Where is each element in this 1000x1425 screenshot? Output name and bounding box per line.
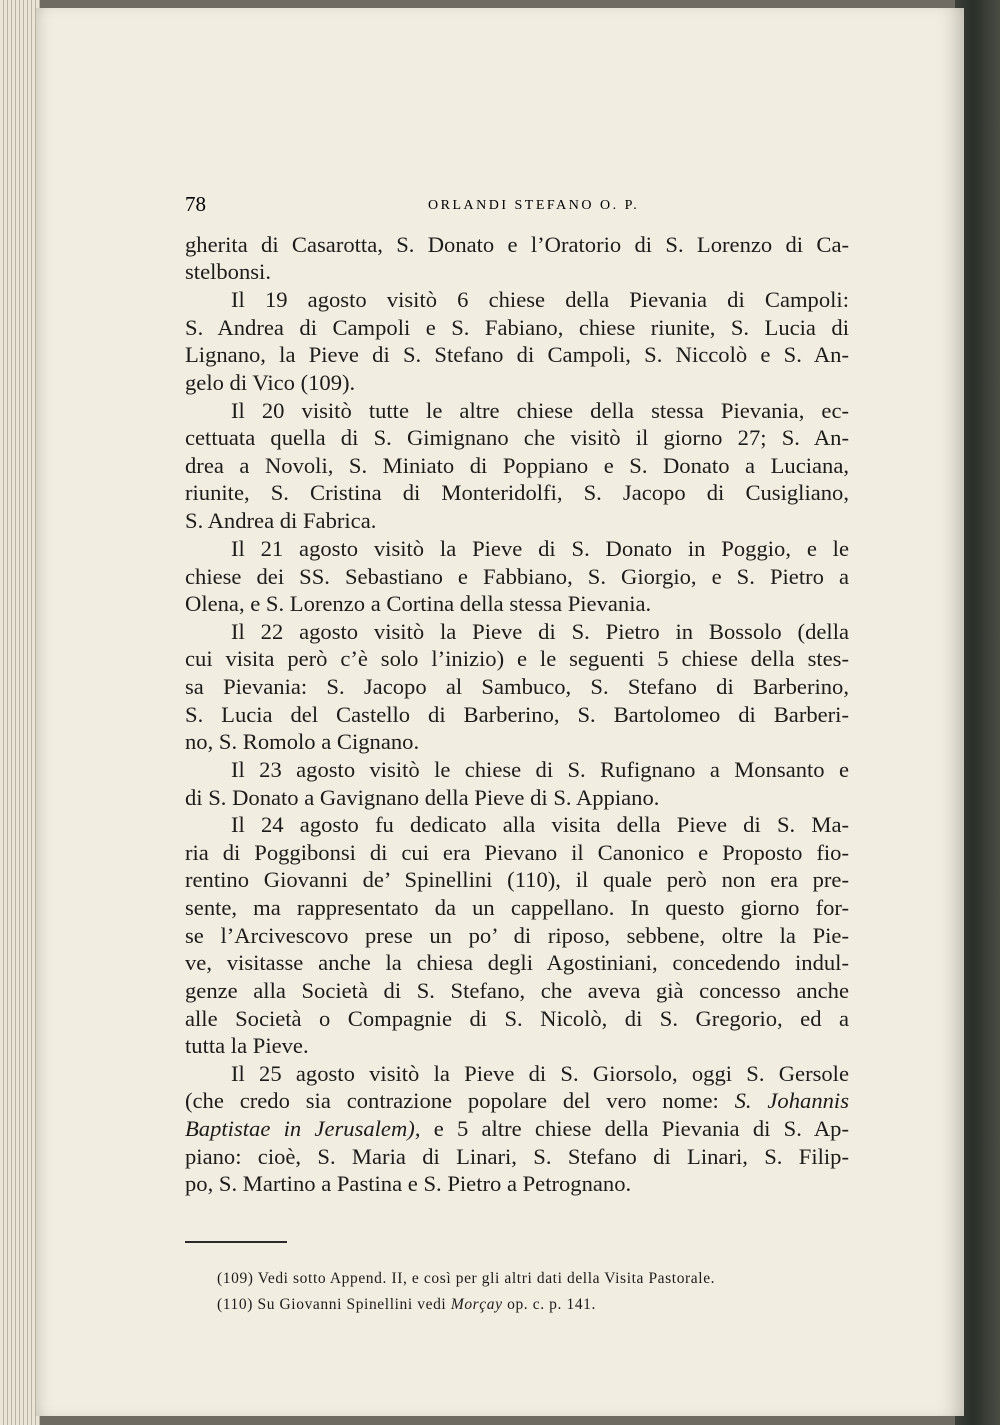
text-line: Baptistae in Jerusalem), e 5 altre chiese della Pievania di S. Ap- [185, 1116, 850, 1141]
text-line: di S. Donato a Gavignano della Pieve di S. Appiano. [185, 785, 660, 810]
text-line: S. Andrea di Fabrica. [185, 508, 377, 533]
text-line: genze alla Società di S. Stefano, che aveva già concesso anche [185, 978, 849, 1003]
text-line: po, S. Martino a Pastina e S. Pietro a Petrognano. [185, 1171, 632, 1196]
text-line: Il 25 agosto visitò la Pieve di S. Giorsolo, oggi S. Gersole [231, 1061, 849, 1086]
text-line: cettuata quella di S. Gimignano che visitò il giorno 27; S. An- [185, 425, 849, 450]
text-line: se l’Arcivescovo prese un po’ di riposo, sebbene, oltre la Pie- [185, 923, 849, 948]
text-line: drea a Novoli, S. Miniato di Poppiano e S. Donato a Luciana, [185, 453, 849, 478]
text-line: piano: cioè, S. Maria di Linari, S. Stefano di Linari, S. Filip- [185, 1144, 849, 1169]
text-line: Il 22 agosto visitò la Pieve di S. Pietro in Bossolo (della [231, 619, 849, 644]
text-line: chiese dei SS. Sebastiano e Fabbiano, S. Giorgio, e S. Pietro a [185, 564, 849, 589]
text-line: Il 23 agosto visitò le chiese di S. Rufignano a Monsanto e [231, 757, 849, 782]
text-line: (che credo sia contrazione popolare del vero nome: S. Johannis [185, 1088, 849, 1113]
text-line: Il 24 agosto fu dedicato alla visita della Pieve di S. Ma- [231, 812, 849, 837]
text-line: riunite, S. Cristina di Monteridolfi, S. Jacopo di Cusigliano, [185, 480, 849, 505]
text-line: Lignano, la Pieve di S. Stefano di Campoli, S. Niccolò e S. An- [185, 342, 849, 367]
footnote-110: (110) Su Giovanni Spinellini vedi Morçay op. c. p. 141. [217, 1296, 597, 1313]
footnote-109: (109) Vedi sotto Append. II, e così per gli altri dati della Visita Pastorale. [217, 1270, 716, 1287]
text-line: gelo di Vico (109). [185, 370, 356, 395]
text-line: alle Società o Compagnie di S. Nicolò, di S. Gregorio, ed a [185, 1006, 849, 1031]
text-line: ve, visitasse anche la chiesa degli Agostiniani, concedendo indul- [185, 950, 849, 975]
running-head [185, 192, 849, 222]
text-line: rentino Giovanni de’ Spinellini (110), il quale però non era pre- [185, 867, 849, 892]
text-line: sente, ma rappresentato da un cappellano. In questo giorno for- [185, 895, 849, 920]
text-line: sa Pievania: S. Jacopo al Sambuco, S. Stefano di Barberino, [185, 674, 849, 699]
page-stack-edges [0, 0, 40, 1425]
page-number: 78 [185, 192, 206, 216]
text-line: Olena, e S. Lorenzo a Cortina della stessa Pievania. [185, 591, 652, 616]
text-line: tutta la Pieve. [185, 1033, 309, 1058]
text-line: ria di Poggibonsi di cui era Pievano il Canonico e Proposto fio- [185, 840, 849, 865]
text-line: Il 21 agosto visitò la Pieve di S. Donato in Poggio, e le [231, 536, 849, 561]
book-page [36, 8, 964, 1416]
text-line: stelbonsi. [185, 259, 271, 284]
header-title: ORLANDI STEFANO O. P. [428, 198, 640, 213]
text-line: S. Andrea di Campoli e S. Fabiano, chiese riunite, S. Lucia di [185, 315, 849, 340]
text-line: cui visita però c’è solo l’inizio) e le seguenti 5 chiese della stes- [185, 646, 849, 671]
text-line: gherita di Casarotta, S. Donato e l’Oratorio di S. Lorenzo di Ca- [185, 232, 849, 257]
text-line: Il 19 agosto visitò 6 chiese della Pievania di Campoli: [231, 287, 849, 312]
footnote-rule [185, 1241, 287, 1243]
text-line: Il 20 visitò tutte le altre chiese della stessa Pievania, ec- [231, 398, 849, 423]
text-line: no, S. Romolo a Cignano. [185, 729, 420, 754]
text-line: S. Lucia del Castello di Barberino, S. Bartolomeo di Barberi- [185, 702, 849, 727]
